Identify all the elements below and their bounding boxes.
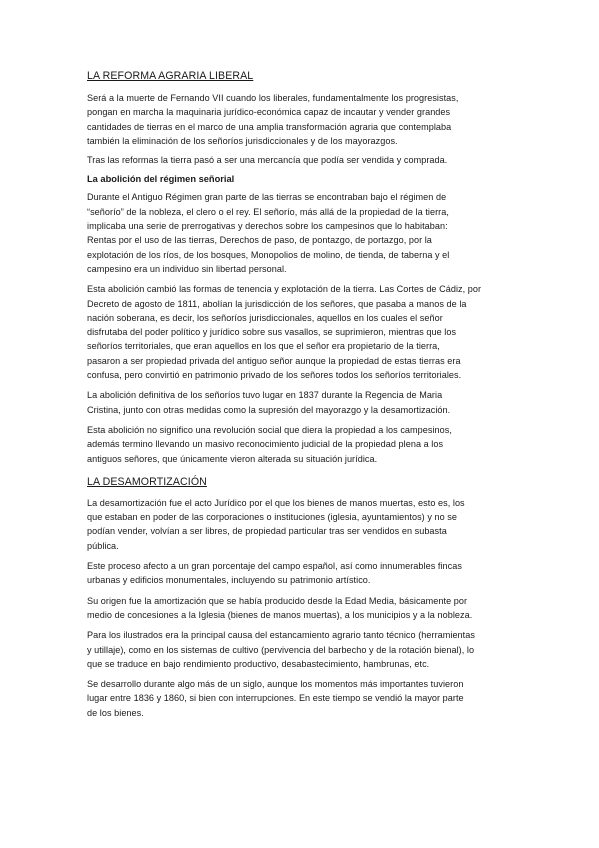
text-line: también la eliminación de los señoríos jurisdiccionales y de los mayorazgos. bbox=[87, 135, 398, 146]
paragraph-2 bbox=[87, 153, 539, 167]
text-line: confusa, pero convirtió en patrimonio privado de los señores todos los señoríos territoriales. bbox=[87, 370, 462, 381]
text-line: Decreto de agosto de 1811, abolían la jurisdicción de los señores, que pasaba a manos de la bbox=[87, 298, 467, 309]
paragraph-4 bbox=[87, 282, 539, 382]
paragraph-3 bbox=[87, 190, 539, 276]
text-line: Su origen fue la amortización que se había producido desde la Edad Media, básicamente por bbox=[87, 595, 468, 606]
text-line: lugar entre 1836 y 1860, si bien con interrupciones. En este tiempo se vendió la mayor parte bbox=[87, 693, 464, 704]
text-line: Durante el Antiguo Régimen gran parte de las tierras se encontraban bajo el régimen de bbox=[87, 192, 447, 203]
text-line: Cristina, junto con otras medidas como la supresión del mayorazgo y la desamortización. bbox=[87, 404, 451, 415]
text-line: nación soberana, es decir, los señoríos jurisdiccionales, aquellos en los cuales el señor bbox=[87, 312, 443, 323]
section-heading-reforma: LA REFORMA AGRARIA LIBERAL bbox=[87, 70, 254, 82]
text-line: disfrutaba del poder político y jurídico sobre sus vasallos, se suprimieron, mientras que los bbox=[87, 327, 457, 338]
text-line: “señorío” de la nobleza, el clero o el rey. El señorío, más allá de la propiedad de la tierra, bbox=[87, 206, 449, 217]
text-line: Para los ilustrados era la principal causa del estancamiento agrario tanto técnico (herramientas bbox=[87, 630, 475, 641]
text-line: señoríos territoriales, que eran aquellos en los que el señor era propietario de la tierra, bbox=[87, 341, 440, 352]
text-line: Esta abolición no significo una revolución social que diera la propiedad a los campesinos, bbox=[87, 424, 452, 435]
text-line: pública. bbox=[87, 540, 119, 551]
text-line: La abolición definitiva de los señoríos tuvo lugar en 1837 durante la Regencia de Maria bbox=[87, 390, 443, 401]
text-line: cantidades de tierras en el marco de una amplia transformación agraria que contemplaba bbox=[87, 121, 452, 132]
paragraph-6 bbox=[87, 423, 539, 466]
text-line: y utillaje), como en los sistemas de cultivo (pervivencia del barbecho y de la rotación bienal), lo bbox=[87, 644, 475, 655]
text-line: Rentas por el uso de las tierras, Derechos de paso, de pontazgo, de portazgo, por la bbox=[87, 235, 432, 246]
text-line: antiguos señores, que únicamente vieron alterada su situación jurídica. bbox=[87, 453, 378, 464]
text-line: que estaban en poder de las corporaciones o instituciones (iglesia, ayuntamientos) y no se bbox=[87, 512, 457, 523]
paragraph-8 bbox=[87, 559, 539, 588]
text-line: pasaron a ser propiedad privada del antiguo señor aunque la propiedad de estas tierras era bbox=[87, 355, 461, 366]
text-line: de los bienes. bbox=[87, 707, 144, 718]
text-line: Será a la muerte de Fernando VII cuando los liberales, fundamentalmente los progresistas, bbox=[87, 93, 459, 103]
text-line: urbanas y edificios monumentales, incluyendo su patrimonio artístico. bbox=[87, 575, 371, 586]
text-line: que se traduce en bajo rendimiento productivo, desabastecimiento, hambrunas, etc. bbox=[87, 658, 430, 669]
text-line: podían vender, volvían a ser libres, de propiedad particular tras ser vendidos en subasta bbox=[87, 526, 447, 537]
paragraph-9 bbox=[87, 594, 539, 623]
text-line: La desamortización fue el acto Jurídico por el que los bienes de manos muertas, esto es, los bbox=[87, 497, 465, 508]
text-line: campesino era un individuo sin libertad personal. bbox=[87, 263, 287, 274]
text-line: explotación de los ríos, de los bosques, Monopolios de molino, de tienda, de taberna y el bbox=[87, 249, 450, 260]
text-line: Tras las reformas la tierra pasó a ser una mercancía que podía ser vendida y comprada. bbox=[87, 155, 448, 166]
paragraph-11 bbox=[87, 677, 539, 720]
text-line: pongan en marcha la maquinaria jurídico-económica capaz de incautar y vender grandes bbox=[87, 107, 451, 118]
text-line: además termino llevando un masivo reconocimiento judicial de la propiedad plena a los bbox=[87, 439, 444, 450]
section-heading-desamortizacion: LA DESAMORTIZACIÓN bbox=[87, 475, 207, 488]
subheading-abolicion: La abolición del régimen señorial bbox=[87, 174, 235, 185]
text-line: Esta abolición cambió las formas de tenencia y explotación de la tierra. Las Cortes de Cádiz, por bbox=[87, 284, 482, 295]
text-line: implicaba una serie de prerrogativas y derechos sobre los campesinos que lo habitaban: bbox=[87, 221, 448, 232]
paragraph-5 bbox=[87, 388, 539, 417]
text-line: Este proceso afecto a un gran porcentaje del campo español, así como innumerables fincas bbox=[87, 561, 462, 572]
text-line: Se desarrollo durante algo más de un siglo, aunque los momentos más importantes tuvieron bbox=[87, 679, 464, 690]
paragraph-10 bbox=[87, 628, 539, 671]
paragraph-1 bbox=[87, 91, 539, 148]
paragraph-7 bbox=[87, 496, 539, 553]
text-line: medio de concesiones a la Iglesia (bienes de manos muertas), a los municipios y a la nobleza. bbox=[87, 609, 473, 620]
